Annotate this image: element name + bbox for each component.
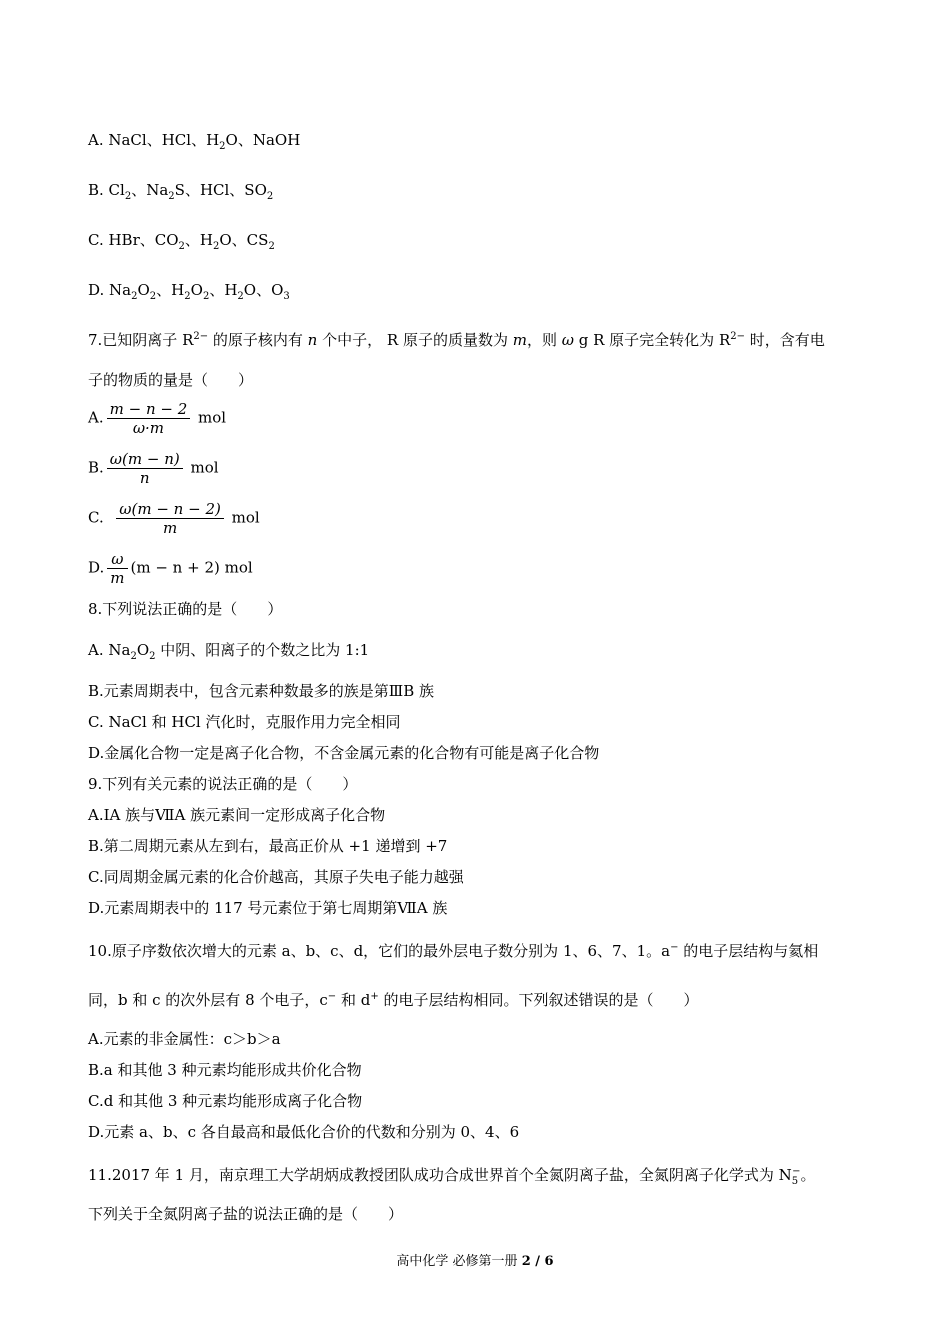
q8-stem: 8.下列说法正确的是（ ） <box>88 600 283 618</box>
q6-option-c: C. HBr、$CO_2$、$H_2O$、$CS_2$ <box>88 231 275 252</box>
q6-option-d: D. $Na_2O_2$、$H_2O_2$、$H_2O$、$O_3$ <box>88 281 290 302</box>
q11-stem-line2: 下列关于全氮阴离子盐的说法正确的是（ ） <box>88 1205 404 1223</box>
q7-option-a: A. $\frac{m - n - 2}{\omega\cdot m}$ mol <box>88 400 227 437</box>
q9-option-b: B.第二周期元素从左到右，最高正价从 +1 递增到 +7 <box>88 837 448 855</box>
q10-stem-line2: 同，b 和 c 的次外层有 8 个电子，c− 和 d+ 的电子层结构相同。下列叙述错误的是（ ） <box>88 991 699 1009</box>
q9-option-a: A.ⅠA 族与ⅦA 族元素间一定形成离子化合物 <box>88 806 386 824</box>
footer-title: 高中化学 必修第一册 <box>396 1254 522 1269</box>
q9-option-d: D.元素周期表中的 117 号元素位于第七周期第ⅦA 族 <box>88 899 448 917</box>
q8-option-b: B.元素周期表中，包含元素种数最多的族是第ⅢB 族 <box>88 682 435 700</box>
q10-stem-line1: 10.原子序数依次增大的元素 a、b、c、d，它们的最外层电子数分别为 1、6、7、1。a− 的电子层结构与氦相 <box>88 942 819 960</box>
q10-option-c: C.d 和其他 3 种元素均能形成离子化合物 <box>88 1092 363 1110</box>
q10-option-d: D.元素 a、b、c 各自最高和最低化合价的代数和分别为 0、4、6 <box>88 1123 520 1141</box>
q7-option-d: D. $\frac{\omega}{m}$ (m − n + 2) mol <box>88 550 253 587</box>
q7-option-b: B. $\frac{\omega(m - n)}{n}$ mol <box>88 450 219 487</box>
fraction: $\frac{m - n - 2}{\omega\cdot m}$ <box>107 400 191 437</box>
fraction: $\frac{\omega(m - n)}{n}$ <box>107 450 183 487</box>
fraction: $\frac{\omega(m - n - 2)}{m}$ <box>116 500 224 537</box>
fraction: $\frac{\omega}{m}$ <box>107 550 127 587</box>
q9-stem: 9.下列有关元素的说法正确的是（ ） <box>88 775 358 793</box>
q7-option-c: C. $\frac{\omega(m - n - 2)}{m}$ mol <box>88 500 260 537</box>
q6-option-b: B. $Cl_2$、$Na_2S$、HCl、$SO_2$ <box>88 181 274 202</box>
q8-option-c: C. NaCl 和 HCl 汽化时，克服作用力完全相同 <box>88 713 401 731</box>
q7-stem-line1: 7.已知阴离子 $R^{2-}$ 的原子核内有 n 个中子， R 原子的质量数为 m，则 ω g R 原子完全转化为 $R^{2-}$ 时，含有电 <box>88 331 825 349</box>
q11-stem-line1: 11.2017 年 1 月，南京理工大学胡炳成教授团队成功合成世界首个全氮阴离子盐，全氮阴离子化学式为 $N_5^-$。 <box>88 1166 816 1187</box>
q6-option-a: A. NaCl、HCl、$H_2O$、NaOH <box>88 131 301 152</box>
q8-option-a: A. $Na_2O_2$ 中阴、阳离子的个数之比为 1:1 <box>88 641 370 662</box>
q7-stem-line2: 子的物质的量是（ ） <box>88 371 254 389</box>
q10-option-a: A.元素的非金属性：c＞b＞a <box>88 1030 281 1048</box>
q9-option-c: C.同周期金属元素的化合价越高，其原子失电子能力越强 <box>88 868 464 886</box>
page-footer <box>0 1250 950 1269</box>
q10-option-b: B.a 和其他 3 种元素均能形成共价化合物 <box>88 1061 362 1079</box>
page-number: 2 / 6 <box>521 1254 554 1269</box>
q8-option-d: D.金属化合物一定是离子化合物，不含金属元素的化合物有可能是离子化合物 <box>88 744 600 762</box>
